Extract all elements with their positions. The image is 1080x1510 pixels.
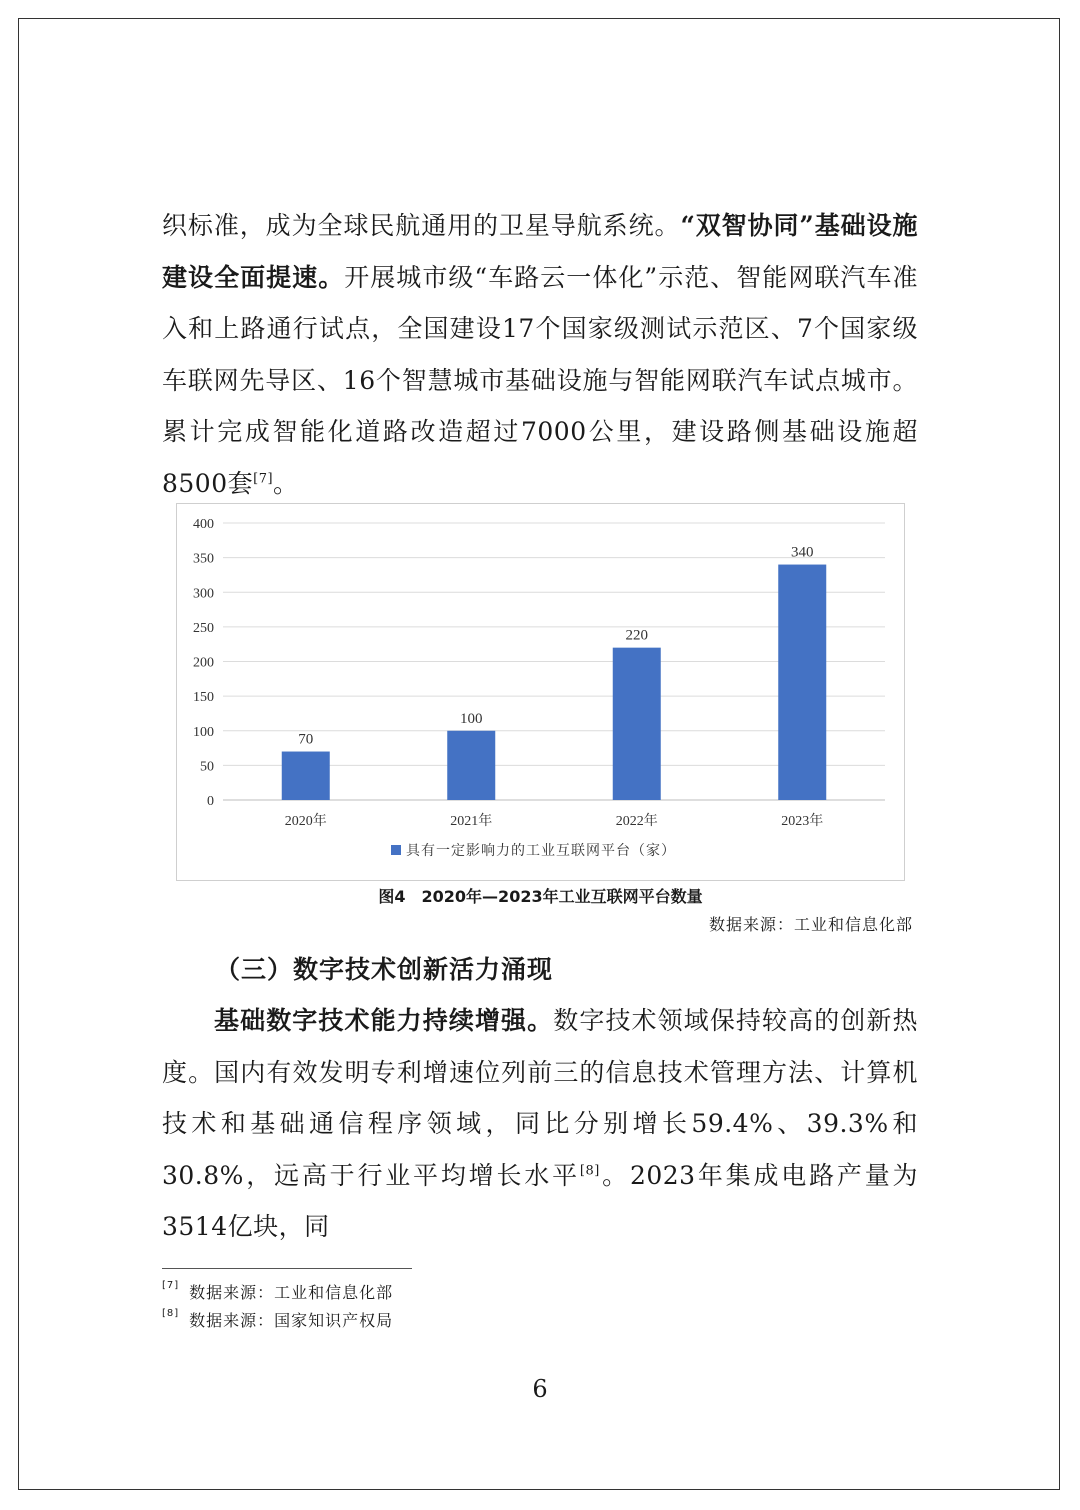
para1-sentence-1: 织标准，成为全球民航通用的卫星导航系统。 xyxy=(162,211,681,240)
y-tick-label: 150 xyxy=(193,690,214,706)
x-tick-label: 2023年 xyxy=(781,814,824,829)
footnote-divider xyxy=(162,1268,412,1269)
data-label: 100 xyxy=(460,710,483,727)
bar-chart-svg xyxy=(177,504,906,882)
figure-source: 数据来源：工业和信息化部 xyxy=(708,915,913,934)
data-label: 220 xyxy=(625,627,648,644)
footnote-ref-7[interactable]: [7] xyxy=(253,471,274,487)
x-tick-label: 2022年 xyxy=(615,814,658,829)
page-number: 6 xyxy=(532,1375,548,1403)
para1-bold-heading: “双智协同”基础设施建设全面提速。 xyxy=(162,211,918,292)
para1-end: 。 xyxy=(273,468,299,498)
bar-2020年 xyxy=(282,752,330,800)
y-tick-label: 400 xyxy=(193,517,214,532)
footnote-7-text: 数据来源：工业和信息化部 xyxy=(189,1283,394,1302)
bar-2021年 xyxy=(447,731,495,800)
para2-bold-heading: 基础数字技术能力持续增强。 xyxy=(214,1006,554,1035)
footnote-7 xyxy=(162,1280,393,1303)
y-tick-label: 250 xyxy=(193,620,214,636)
y-tick-label: 100 xyxy=(193,724,214,740)
footnote-8-text: 数据来源：国家知识产权局 xyxy=(189,1311,394,1330)
para1-text: 开展城市级“车路云一体化”示范、智能网联汽车准入和上路通行试点，全国建设17个国家级测试示范区、7个国家级车联网先导区、16个智慧城市基础设施与智能网联汽车试点城市。累计完成智能化道路改造超过7000公里，建设路侧基础设施超8500套 xyxy=(162,262,918,498)
y-tick-label: 0 xyxy=(207,794,214,809)
legend-label: 具有一定影响力的工业互联网平台（家） xyxy=(406,843,676,859)
section-heading: （三）数字技术创新活力涌现 xyxy=(215,955,554,984)
x-tick-label: 2020年 xyxy=(284,814,327,829)
body-paragraph-1 xyxy=(162,200,918,509)
x-tick-label: 2021年 xyxy=(450,814,493,829)
bar-2023年 xyxy=(778,565,826,800)
para2-text: 数字技术领域保持较高的创新热度。国内有效发明专利增速位列前三的信息技术管理方法、计算机技术和基础通信程序领域，同比分别增长59.4%、39.3%和30.8%，远高于行业平均增长水平 xyxy=(162,1006,918,1190)
footnote-ref-8[interactable]: [8] xyxy=(579,1163,600,1179)
footnote-8-marker: [8] xyxy=(162,1308,180,1319)
data-label: 70 xyxy=(298,731,314,748)
y-tick-label: 350 xyxy=(193,551,214,567)
y-tick-label: 300 xyxy=(193,586,214,602)
body-paragraph-2 xyxy=(162,995,918,1253)
data-label: 340 xyxy=(791,544,814,561)
para2-text-2: 。2023年集成电路产量为3514亿块，同 xyxy=(162,1160,919,1241)
y-tick-label: 50 xyxy=(200,759,214,775)
y-tick-label: 200 xyxy=(193,655,214,671)
footnote-8 xyxy=(162,1308,393,1331)
figure-caption: 图4 2020年—2023年工业互联网平台数量 xyxy=(378,887,703,906)
footnote-7-marker: [7] xyxy=(162,1280,180,1291)
legend-swatch xyxy=(391,845,401,855)
bar-chart xyxy=(176,503,905,881)
bar-2022年 xyxy=(613,648,661,800)
